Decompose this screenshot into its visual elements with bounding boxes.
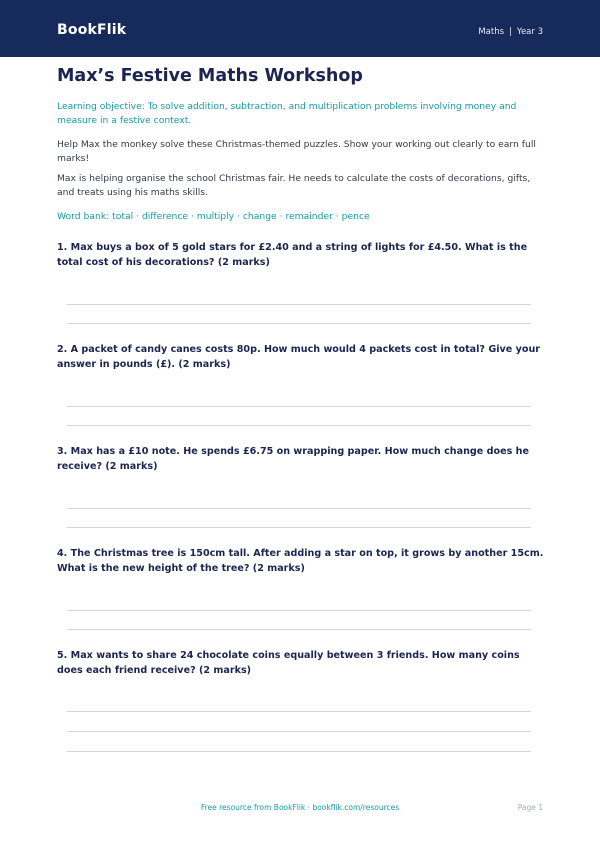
question-2: 2. A packet of candy canes costs 80p. How much would 4 packets cost in total? Give your answer in pounds (£). (2 marks) [57, 344, 541, 370]
answer-line[interactable] [67, 527, 531, 528]
word-bank: Word bank: total · difference · multiply · change · remainder · pence [57, 211, 370, 222]
footer-link[interactable]: Free resource from BookFlik · bookflik.com/resources [200, 803, 400, 812]
page-number: Page 1 [517, 803, 543, 812]
brand-logo[interactable]: BookFlik [57, 22, 127, 38]
answer-line[interactable] [67, 323, 531, 324]
meta-separator: | [509, 27, 512, 37]
answer-line[interactable] [67, 508, 531, 509]
learning-objective: Learning objective: To solve addition, subtraction, and multiplication problems involving money and measure in a festive context. [57, 101, 517, 126]
answer-line[interactable] [67, 406, 531, 407]
subject-label: Maths [478, 27, 505, 37]
intro-text: Help Max the monkey solve these Christmas-themed puzzles. Show your working out clearly to earn full marks! [57, 139, 536, 164]
answer-line[interactable] [67, 304, 531, 305]
answer-line[interactable] [67, 425, 531, 426]
answer-line[interactable] [67, 629, 531, 630]
question-3: 3. Max has a £10 note. He spends £6.75 on wrapping paper. How much change does he receive? (2 marks) [57, 446, 529, 472]
worksheet-title: Max’s Festive Maths Workshop [57, 66, 363, 86]
answer-line[interactable] [67, 731, 531, 732]
context-text: Max is helping organise the school Christmas fair. He needs to calculate the costs of decorations, gifts, and treats using his maths skills. [57, 173, 531, 198]
answer-line[interactable] [67, 610, 531, 611]
question-4: 4. The Christmas tree is 150cm tall. After adding a star on top, it grows by another 15cm. What is the new height of the tree? (2 marks) [57, 548, 544, 574]
answer-line[interactable] [67, 711, 531, 712]
question-1: 1. Max buys a box of 5 gold stars for £2.40 and a string of lights for £4.50. What is the total cost of his decorations? (2 marks) [57, 242, 528, 268]
question-5: 5. Max wants to share 24 chocolate coins equally between 3 friends. How many coins does each friend receive? (2 marks) [57, 650, 520, 676]
header-meta [478, 27, 543, 37]
answer-line[interactable] [67, 751, 531, 752]
page-header [0, 0, 600, 57]
year-label: Year 3 [516, 27, 543, 37]
